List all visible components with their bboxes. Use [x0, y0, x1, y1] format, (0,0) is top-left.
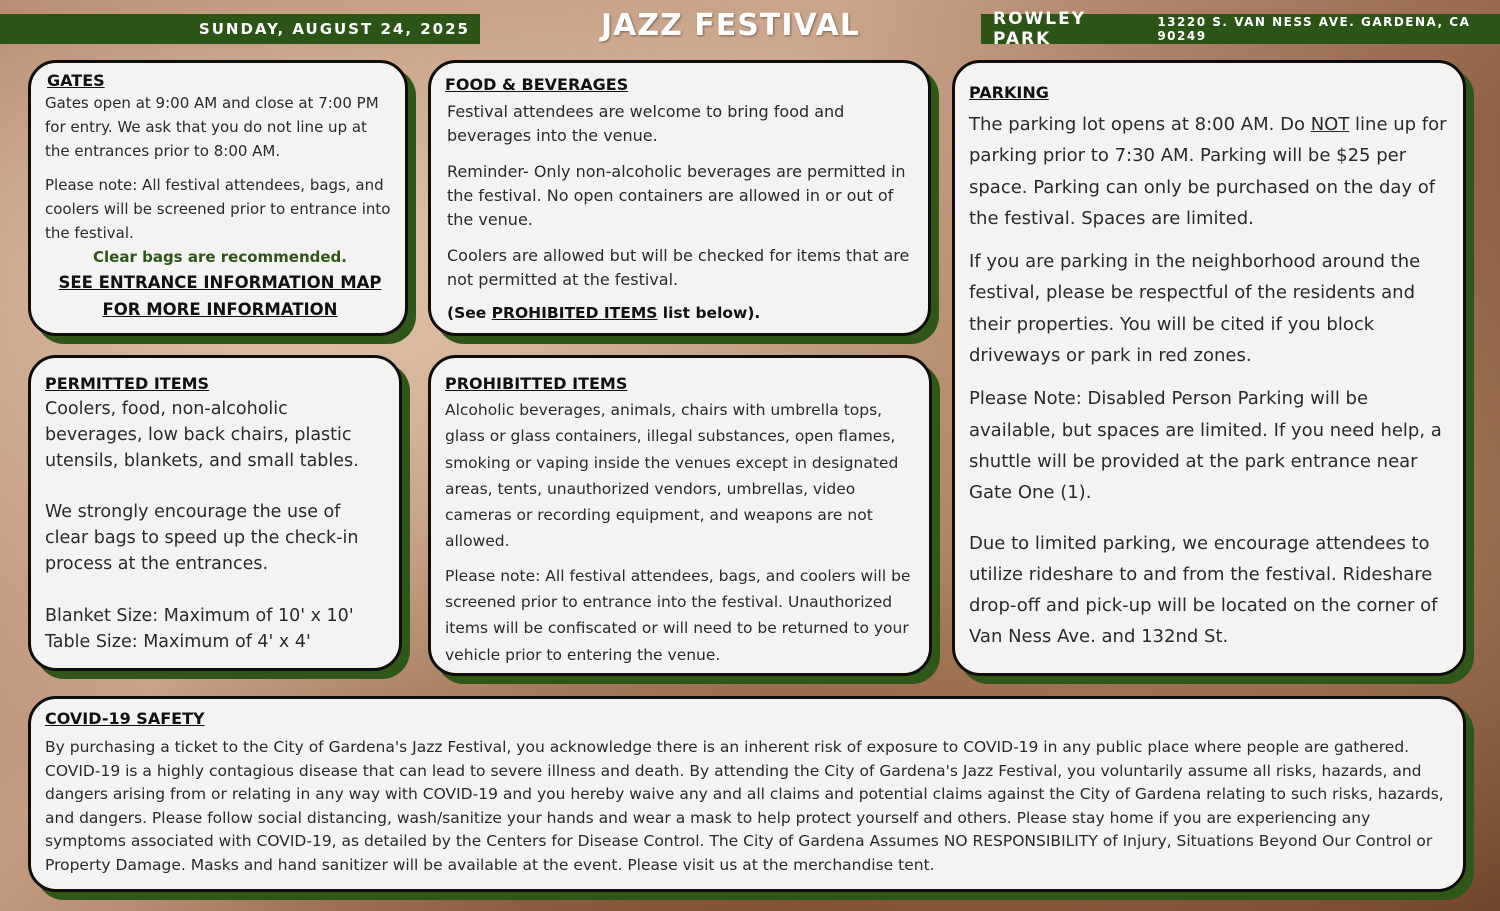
prohibited-items-card [428, 355, 932, 676]
prohibited-reference [447, 304, 918, 322]
parking-text-part-b: line up for parking prior to 7:30 AM. Parking will be $25 per space. Parking can only be purchased on the day of the festival. Spaces are limited. [969, 114, 1447, 229]
entrance-map-link[interactable]: SEE ENTRANCE INFORMATION MAP FOR MORE INFORMATION [58, 273, 382, 319]
permitted-heading: PERMITTED ITEMS [45, 374, 210, 393]
parking-card [952, 60, 1466, 676]
parking-heading: PARKING [969, 83, 1049, 102]
permitted-items-card [28, 355, 402, 671]
covid-safety-card [28, 696, 1466, 892]
prohibited-items-link[interactable]: PROHIBITED ITEMS [491, 304, 658, 322]
gates-heading: GATES [47, 71, 105, 90]
parking-rideshare-text: Due to limited parking, we encourage attendees to utilize rideshare to and from the festival. Rideshare drop-off and pick-up will be located on the corner of Van Ness Ave. and 132nd St. [969, 532, 1438, 648]
covid-text: By purchasing a ticket to the City of Gardena's Jazz Festival, you acknowledge there is an inherent risk of exposure to COVID-19 in any public place where people are gathered. COVID-19 is a highly contagious disease that can lead to severe illness and death. By attending the City of Gardena's Jazz Festival, you voluntarily assume all risks, hazards, and dangers arising from or relating in any way with COVID-19 and you hereby waive any and all claims and potential claims against the City of Gardena relating to such risks, hazards, and dangers. Please follow social distancing, wash/sanitize your hands and wear a mask to help protect yourself and others. Please stay home if you are experiencing any symptoms associated with COVID-19, as detailed by the Centers for Disease Control. The City of Gardena Assumes NO RESPONSIBILITY of Injury, Situations Beyond Our Control or Property Damage. Masks and hand sanitizer will be available at the event. Please visit us at the merchandise tent. [45, 738, 1444, 874]
blanket-size-text: Blanket Size: Maximum of 10' x 10' [45, 605, 354, 626]
parking-text-part-a: The parking lot opens at 8:00 AM. Do [969, 114, 1311, 135]
clear-bags-text: We strongly encourage the use of clear bags to speed up the check-in process at the entrances. [45, 502, 359, 574]
park-name: ROWLEY PARK [993, 9, 1087, 49]
food-coolers-text: Coolers are allowed but will be checked for items that are not permitted at the festival. [447, 246, 910, 289]
parking-disabled-text: Please Note: Disabled Person Parking will be available, but spaces are limited. If you need help, a shuttle will be provided at the park entrance near Gate One (1). [969, 388, 1442, 504]
gates-card [28, 60, 408, 336]
see-suffix: list below). [657, 304, 761, 322]
table-size-text: Table Size: Maximum of 4' x 4' [45, 631, 311, 652]
location-banner [981, 9, 1500, 49]
food-heading: FOOD & BEVERAGES [445, 75, 629, 94]
clear-bags-note: Clear bags are recommended. [93, 248, 347, 266]
food-reminder-text: Reminder- Only non-alcoholic beverages are permitted in the festival. No open containers are allowed in or out of the venue. [447, 162, 906, 229]
event-date: SUNDAY, AUGUST 24, 2025 [198, 20, 470, 38]
see-prefix: (See [447, 304, 492, 322]
parking-hours-text [969, 109, 1453, 234]
date-banner [0, 14, 480, 44]
park-address: 13220 S. VAN NESS AVE. GARDENA, CA 90249 [1157, 15, 1471, 43]
food-intro-text: Festival attendees are welcome to bring food and beverages into the venue. [447, 102, 845, 145]
parking-neighborhood-text: If you are parking in the neighborhood around the festival, please be respectful of the residents and their properties. You will be cited if you block driveways or park in red zones. [969, 251, 1421, 367]
gates-hours-text: Gates open at 9:00 AM and close at 7:00 PM for entry. We ask that you do not line up at the entrances prior to 8:00 AM. [45, 94, 379, 160]
gates-screening-text: Please note: All festival attendees, bags, and coolers will be screened prior to entrance into the festival. [45, 176, 391, 242]
prohibited-items-text: Alcoholic beverages, animals, chairs with umbrella tops, glass or glass containers, illegal substances, open flames, smoking or vaping inside the venues except in designated areas, tents, unauthorized vendors, umbrellas, video cameras or recording equipment, and weapons are not allowed. [445, 401, 899, 551]
page-title: JAZZ FESTIVAL [600, 8, 861, 43]
permitted-items-text: Coolers, food, non-alcoholic beverages, low back chairs, plastic utensils, blankets, and small tables. [45, 399, 359, 471]
covid-heading: COVID-19 SAFETY [45, 709, 205, 728]
parking-not-emphasis: NOT [1310, 114, 1350, 135]
prohibited-heading: PROHIBITTED ITEMS [445, 374, 628, 393]
food-beverages-card [428, 60, 931, 336]
prohibited-screening-text: Please note: All festival attendees, bags, and coolers will be screened prior to entrance into the festival. Unauthorized items will be confiscated or will need to be returned to your vehicle prior to entering the venue. [445, 566, 911, 664]
